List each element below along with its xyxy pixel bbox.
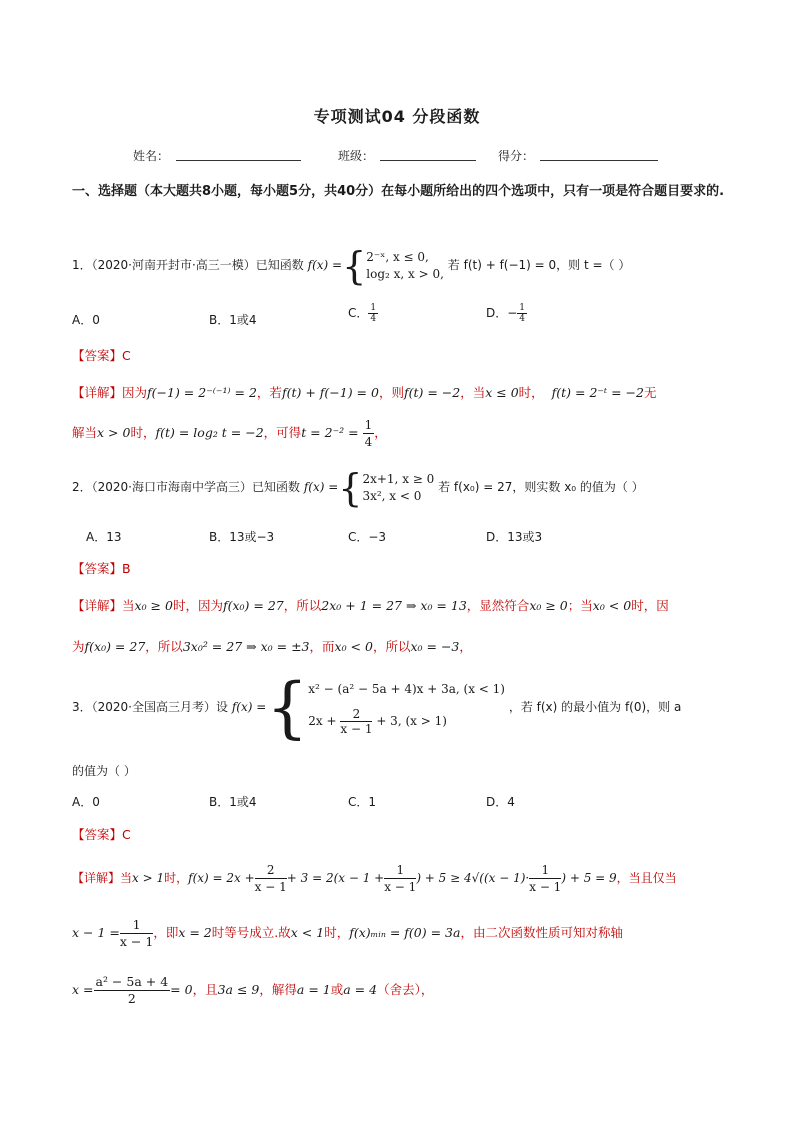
q2-case-2: 3x², x < 0 xyxy=(362,488,422,503)
math: x = xyxy=(72,982,94,997)
q3-detail-line-3 xyxy=(72,968,433,1012)
fraction xyxy=(94,974,171,1007)
class-label: 班级： xyxy=(338,149,375,163)
math: x₀ < 0 xyxy=(592,598,632,613)
frac-denominator: 2 xyxy=(127,991,136,1006)
frac-numerator: 2 xyxy=(340,707,372,722)
math: f(t) = −2 xyxy=(403,385,461,400)
text: ，则 xyxy=(378,385,404,400)
math: x < 1 xyxy=(290,925,325,940)
text: 时， xyxy=(164,871,189,885)
math: x > 0 xyxy=(97,425,131,440)
text: ，当且仅当 xyxy=(616,871,677,885)
math: x > 1 xyxy=(132,871,165,885)
q2-fx: f(x) = xyxy=(303,480,339,494)
q2-option-c[interactable]: C．−3 xyxy=(348,530,387,544)
score-blank[interactable] xyxy=(540,147,658,161)
q1-detail-line-2 xyxy=(72,416,387,450)
frac-numerator: 1 xyxy=(120,917,153,934)
q1-option-c[interactable] xyxy=(348,303,378,324)
text: ，所以 xyxy=(145,639,183,654)
frac-denominator: x − 1 xyxy=(254,880,287,894)
math: x₀ ≥ 0 xyxy=(529,598,568,613)
q1-prefix: 1．（2020·河南开封市·高三一模）已知函数 xyxy=(72,258,304,272)
page-title: 专项测试04 分段函数 xyxy=(313,107,481,126)
math: 2x₀ + 1 = 27 ⇒ x₀ = 13 xyxy=(321,598,467,613)
text: 时等号成立.故 xyxy=(211,925,291,940)
frac-numerator: 1 xyxy=(364,418,373,432)
frac-denominator: x − 1 xyxy=(529,880,562,894)
q3-case-1: x² − (a² − 5a + 4)x + 3a, (x < 1) xyxy=(308,682,505,696)
math: = 0 xyxy=(170,982,193,997)
text: 时，因 xyxy=(631,598,669,613)
math: 3x₀² = 27 ⇒ x₀ = ±3 xyxy=(182,639,310,654)
question-2 xyxy=(72,465,644,510)
brace-icon: { xyxy=(266,668,309,746)
q3-case-2 xyxy=(308,707,505,736)
math: f(t) = log₂ t = −2 xyxy=(155,425,264,440)
q1-option-d-fraction xyxy=(517,303,527,324)
text: ，当 xyxy=(460,385,486,400)
q1-option-d-label: D．− xyxy=(486,306,518,320)
text: ，即 xyxy=(153,925,179,940)
q3-prefix: 3．（2020·全国高三月考）设 xyxy=(72,700,228,714)
q2-option-b[interactable]: B．13或−3 xyxy=(209,530,275,544)
q2-option-a[interactable]: A．13 xyxy=(86,530,122,544)
q2-prefix: 2．（2020·海口市海南中学高三）已知函数 xyxy=(72,480,300,494)
math: x = 2 xyxy=(178,925,212,940)
text: ， xyxy=(374,425,387,440)
math: f(x) = 2x + xyxy=(188,871,255,885)
q1-cases xyxy=(366,249,444,283)
frac-numerator: 1 xyxy=(370,303,377,313)
text: ，所以 xyxy=(372,639,411,654)
q1-fx: f(x) = xyxy=(307,258,343,272)
math: x − 1 = xyxy=(72,925,120,940)
math: ) + 5 ≥ 4√((x − 1)· xyxy=(416,871,530,885)
fraction xyxy=(363,417,375,450)
q2-answer: 【答案】B xyxy=(72,561,131,576)
detail-label: 【详解】当 xyxy=(72,871,133,885)
text: 时， xyxy=(130,425,156,440)
frac-numerator: 1 xyxy=(384,862,416,879)
text: 或 xyxy=(330,982,344,997)
section-heading: 一、选择题（本大题共8小题，每小题5分，共40分）在每小题所给出的四个选项中，只有一项是符合题目要求的. xyxy=(72,184,725,199)
name-label: 姓名： xyxy=(133,149,170,163)
q3-detail-line-1 xyxy=(72,858,677,898)
q1-option-d[interactable] xyxy=(486,303,527,324)
q1-case-1: 2⁻ˣ, x ≤ 0, xyxy=(366,249,429,264)
math: f(−1) = 2⁻⁽⁻¹⁾ = 2 xyxy=(147,385,257,400)
detail-label: 【详解】当 xyxy=(72,598,135,613)
math: + 3 = 2(x − 1 + xyxy=(286,871,385,885)
math: + 3, (x > 1) xyxy=(376,714,447,728)
math: ) + 5 = 9 xyxy=(561,871,617,885)
math: t = 2⁻² = xyxy=(301,425,359,440)
q1-option-c-label: C． xyxy=(348,306,369,320)
math: a = 4 xyxy=(343,982,378,997)
frac-numerator: 2 xyxy=(255,862,287,879)
q1-detail-line-1 xyxy=(72,383,656,401)
frac-denominator: x − 1 xyxy=(384,880,417,894)
q3-line-2: 的值为（ ） xyxy=(72,764,136,778)
math: f(t) = 2⁻ᵗ = −2 xyxy=(551,385,644,400)
frac-numerator: 1 xyxy=(529,862,561,879)
math: x₀ = −3 xyxy=(410,639,460,654)
math: f(x₀) = 27 xyxy=(84,639,146,654)
q2-cases xyxy=(362,471,434,505)
q3-detail-line-2 xyxy=(72,913,623,953)
text: ，显然符合 xyxy=(466,598,530,613)
frac-numerator: a² − 5a + 4 xyxy=(95,974,169,989)
text: ，且 xyxy=(192,982,218,997)
question-1 xyxy=(72,243,631,288)
text: （舍去）， xyxy=(377,982,434,997)
q3-cases xyxy=(308,679,505,736)
frac-denominator: 4 xyxy=(370,314,377,324)
question-3 xyxy=(72,668,682,746)
text: 时，因为 xyxy=(172,598,223,613)
q2-detail-line-1 xyxy=(72,596,669,614)
text: ， xyxy=(459,639,472,654)
q2-case-1: 2x+1, x ≥ 0 xyxy=(362,471,435,486)
text: 为 xyxy=(72,639,85,654)
text: 时， xyxy=(324,925,350,940)
math: 3a ≤ 9 xyxy=(217,982,260,997)
q3-option-c[interactable]: C．1 xyxy=(348,795,377,809)
q2-option-d[interactable]: D．13或3 xyxy=(486,530,543,544)
frac-denominator: x − 1 xyxy=(119,934,154,949)
fraction xyxy=(255,862,287,895)
text: ，若 xyxy=(256,385,282,400)
math: f(t) + f(−1) = 0 xyxy=(281,385,379,400)
q1-suffix: 若 f(t) + f(−1) = 0，则 t =（ ） xyxy=(447,258,631,272)
name-blank[interactable] xyxy=(176,147,301,161)
q2-suffix: 若 f(x₀) = 27，则实数 x₀ 的值为（ ） xyxy=(438,480,644,494)
q3-option-b[interactable]: B．1或4 xyxy=(209,795,257,809)
text: ，所以 xyxy=(283,598,322,613)
math: a = 1 xyxy=(296,982,331,997)
q1-option-a[interactable]: A．0 xyxy=(72,313,100,327)
frac-numerator: 1 xyxy=(519,303,526,313)
math: x ≤ 0 xyxy=(485,385,519,400)
text: 解当 xyxy=(72,425,98,440)
text: ；当 xyxy=(567,598,593,613)
frac-denominator: x − 1 xyxy=(340,722,373,736)
q2-detail-line-2 xyxy=(72,637,472,655)
frac-denominator: 4 xyxy=(519,314,526,324)
math: x₀ ≥ 0 xyxy=(134,598,173,613)
frac-denominator: 4 xyxy=(364,435,373,449)
detail-label: 【详解】因为 xyxy=(72,385,148,400)
q3-option-a[interactable]: A．0 xyxy=(72,795,100,809)
brace-icon: { xyxy=(342,243,367,288)
math: x₀ < 0 xyxy=(334,639,373,654)
text: 无 xyxy=(643,385,657,400)
q1-option-c-fraction xyxy=(368,303,378,324)
brace-icon: { xyxy=(338,465,363,510)
fraction xyxy=(529,862,561,895)
text: ，而 xyxy=(309,639,335,654)
q1-answer: 【答案】C xyxy=(72,348,131,363)
q3-fx: f(x) = xyxy=(231,700,267,714)
math: f(x₀) = 27 xyxy=(222,598,284,613)
q3-suffix: ，若 f(x) 的最小值为 f(0)，则 a xyxy=(508,700,682,714)
q3-option-d[interactable]: D．4 xyxy=(486,795,515,809)
q1-case-2: log₂ x, x > 0, xyxy=(366,266,444,281)
q1-option-b[interactable]: B．1或4 xyxy=(209,313,257,327)
text: ，解得 xyxy=(259,982,297,997)
math: f(x)ₘᵢₙ = f(0) = 3a xyxy=(349,925,461,940)
class-blank[interactable] xyxy=(380,147,476,161)
q3-answer: 【答案】C xyxy=(72,827,131,842)
text: ，由二次函数性质可知对称轴 xyxy=(460,925,623,940)
math: 2x + xyxy=(308,714,337,728)
fraction xyxy=(384,862,416,895)
text: ，可得 xyxy=(263,425,302,440)
fraction xyxy=(120,917,153,950)
text: 时， xyxy=(518,385,544,400)
fraction xyxy=(340,707,372,736)
score-label: 得分： xyxy=(498,149,535,163)
